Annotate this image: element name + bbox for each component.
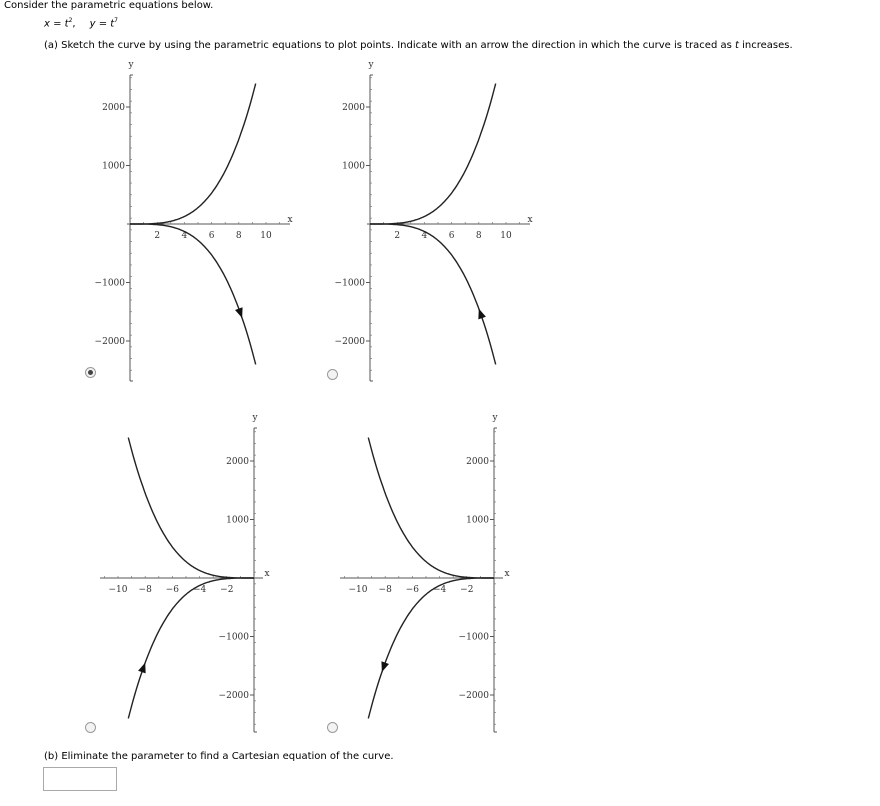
x-tick-label: 4 (181, 231, 188, 241)
y-tick-label: 1000 (102, 161, 125, 172)
x-axis-label: x (264, 569, 270, 579)
x-tick-label: −4 (432, 585, 447, 595)
radio-option-3[interactable] (85, 722, 96, 733)
x-tick-label: −8 (138, 585, 152, 595)
x-tick-label: −6 (405, 585, 420, 595)
radio-option-1[interactable] (85, 367, 96, 378)
direction-arrow (235, 307, 243, 318)
x-axis-label: x (527, 215, 533, 225)
direction-arrow (138, 663, 146, 674)
x-tick-label: −2 (460, 585, 474, 595)
y-tick-label: 1000 (466, 515, 489, 526)
y-axis-label: y (492, 413, 498, 423)
y-tick-label: 1000 (226, 515, 249, 526)
x-tick-label: 2 (154, 231, 161, 241)
x-tick-label: −6 (165, 585, 180, 595)
direction-arrow (381, 661, 389, 672)
y-tick-label: 2000 (102, 103, 125, 113)
y-tick-label: 2000 (466, 457, 489, 467)
x-tick-label: −8 (378, 585, 392, 595)
radio-option-2[interactable] (327, 369, 338, 380)
y-tick-label: 2000 (226, 457, 249, 467)
radio-selected-dot (88, 370, 93, 375)
curve-upper-branch (370, 84, 496, 224)
equation-y: y = t (89, 18, 115, 30)
x-tick-label: −10 (348, 585, 368, 595)
part-b-prompt: (b) Eliminate the parameter to find a Cartesian equation of the curve. (44, 751, 394, 762)
direction-arrow (478, 309, 486, 320)
cartesian-equation-input[interactable] (43, 767, 117, 791)
y-tick-label: −2000 (458, 691, 489, 701)
curve-upper-branch (130, 84, 256, 224)
y-tick-label: −1000 (334, 278, 365, 289)
x-tick-label: 4 (421, 231, 428, 241)
equation-x-exponent: 2 (68, 17, 73, 24)
y-tick-label: −2000 (94, 337, 125, 347)
x-tick-label: −4 (192, 585, 207, 595)
x-tick-label: 10 (500, 231, 512, 241)
y-tick-label: −2000 (334, 337, 365, 347)
x-tick-label: −2 (220, 585, 234, 595)
x-axis-label: x (287, 215, 293, 225)
y-tick-label: 1000 (342, 161, 365, 172)
x-tick-label: 2 (394, 231, 401, 241)
radio-option-4[interactable] (327, 722, 338, 733)
y-axis-label: y (252, 413, 258, 423)
problem-intro: Consider the parametric equations below. (4, 0, 214, 11)
equation-x: x = t (44, 18, 69, 30)
part-a-text-end: increases. (738, 40, 793, 51)
x-tick-label: 6 (448, 231, 455, 241)
x-axis-label: x (504, 569, 510, 579)
x-tick-label: 6 (208, 231, 215, 241)
x-tick-label: −10 (108, 585, 128, 595)
x-tick-label: 10 (260, 231, 272, 241)
y-tick-label: −1000 (94, 278, 125, 289)
x-tick-label: 8 (475, 231, 482, 241)
curve-lower-branch (370, 224, 496, 364)
y-axis-label: y (128, 60, 134, 70)
y-axis-label: y (368, 60, 374, 70)
y-tick-label: −1000 (218, 632, 249, 643)
y-tick-label: −2000 (218, 691, 249, 701)
part-a-text: (a) Sketch the curve by using the parametric equations to plot points. Indicate with an arrow the direction in which the curve is traced as (44, 40, 735, 51)
y-tick-label: 2000 (342, 103, 365, 113)
curve-lower-branch (130, 224, 256, 364)
x-tick-label: 8 (235, 231, 242, 241)
part-a-variable: t (735, 40, 739, 51)
y-tick-label: −1000 (458, 632, 489, 643)
equation-separator: , (72, 18, 76, 30)
equation-y-exponent: 7 (114, 17, 118, 24)
